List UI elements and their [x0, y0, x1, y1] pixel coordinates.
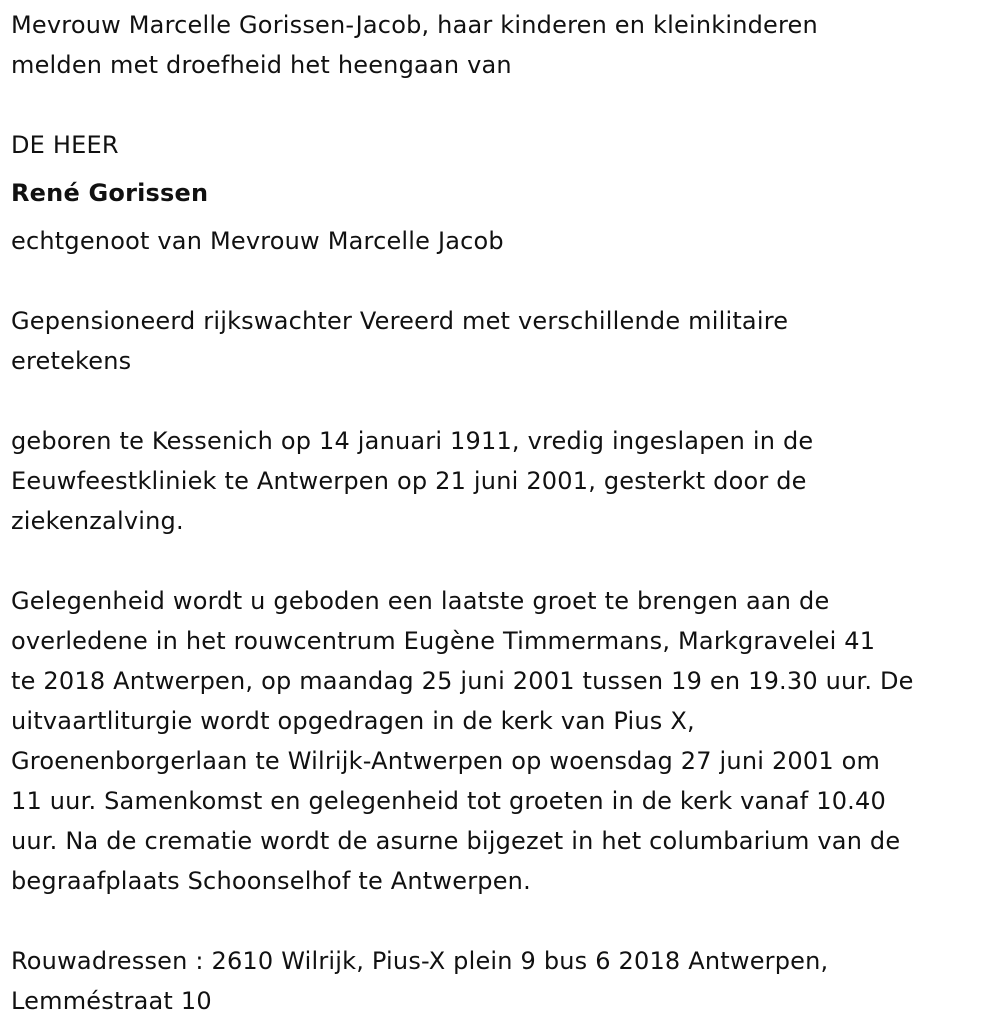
ceremony-line-8: begraafplaats Schoonselhof te Antwerpen. — [11, 867, 531, 895]
ceremony-line-3: te 2018 Antwerpen, op maandag 25 juni 2001 tussen 19 en 19.30 uur. De — [11, 667, 914, 695]
deceased-name: René Gorissen — [11, 179, 209, 207]
ceremony-line-7: uur. Na de crematie wordt de asurne bijgezet in het columbarium van de — [11, 827, 901, 855]
ceremony-line-4: uitvaartliturgie wordt opgedragen in de kerk van Pius X, — [11, 707, 695, 735]
ceremony-line-6: 11 uur. Samenkomst en gelegenheid tot groeten in de kerk vanaf 10.40 — [11, 787, 886, 815]
birth-death-line-1: geboren te Kessenich op 14 januari 1911, vredig ingeslapen in de — [11, 427, 814, 455]
birth-death-line-2: Eeuwfeestkliniek te Antwerpen op 21 juni 2001, gesterkt door de — [11, 467, 807, 495]
profession-line-2: eretekens — [11, 347, 132, 375]
spouse-line: echtgenoot van Mevrouw Marcelle Jacob — [11, 227, 504, 255]
addresses-line-1: Rouwadressen : 2610 Wilrijk, Pius-X plein 9 bus 6 2018 Antwerpen, — [11, 947, 829, 975]
intro-line-2: melden met droefheid het heengaan van — [11, 51, 512, 79]
profession-line-1: Gepensioneerd rijkswachter Vereerd met verschillende militaire — [11, 307, 789, 335]
honorific-title: DE HEER — [11, 131, 119, 159]
birth-death-line-3: ziekenzalving. — [11, 507, 184, 535]
ceremony-line-1: Gelegenheid wordt u geboden een laatste groet te brengen aan de — [11, 587, 830, 615]
ceremony-line-5: Groenenborgerlaan te Wilrijk-Antwerpen op woensdag 27 juni 2001 om — [11, 747, 881, 775]
intro-line-1: Mevrouw Marcelle Gorissen-Jacob, haar kinderen en kleinkinderen — [11, 11, 818, 39]
addresses-line-2: Lemméstraat 10 — [11, 987, 212, 1015]
ceremony-line-2: overledene in het rouwcentrum Eugène Timmermans, Markgravelei 41 — [11, 627, 876, 655]
